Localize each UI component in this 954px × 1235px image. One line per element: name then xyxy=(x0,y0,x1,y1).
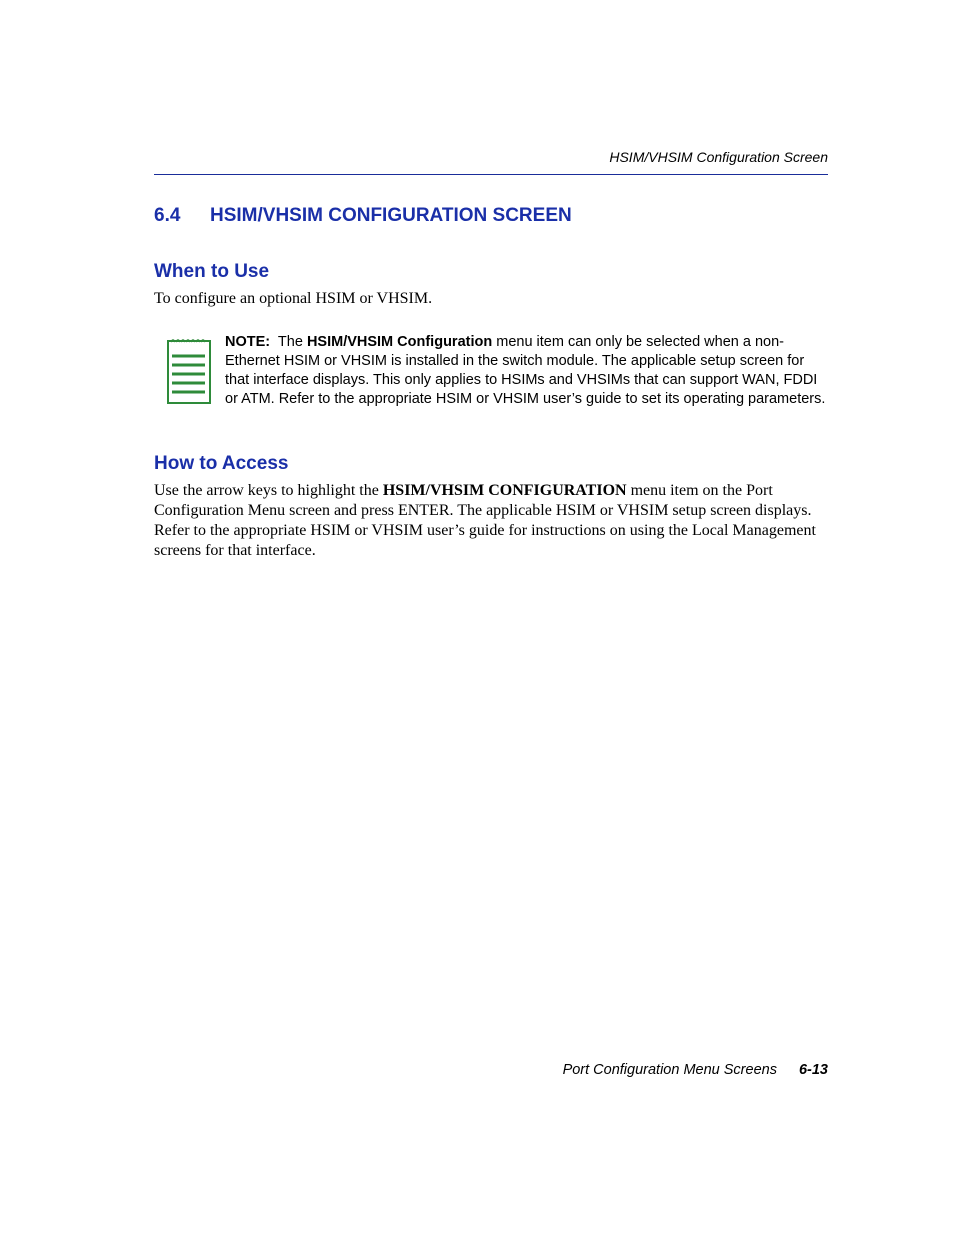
how-to-access-heading: How to Access xyxy=(154,453,289,474)
when-to-use-text: To configure an optional HSIM or VHSIM. xyxy=(154,290,433,307)
note-bold-term: HSIM/VHSIM Configuration xyxy=(306,334,493,350)
section-title-text: HSIM/VHSIM CONFIGURATION SCREEN xyxy=(210,205,572,226)
header-rule xyxy=(154,174,828,175)
note-label: NOTE: xyxy=(225,334,271,350)
how-to-access-bold-term: HSIM/VHSIM CONFIGURATION xyxy=(382,482,627,499)
footer-chapter-title: Port Configuration Menu Screens xyxy=(562,1062,777,1078)
how-to-access-text xyxy=(154,481,834,561)
notepad-icon xyxy=(166,337,212,405)
note-lead: The xyxy=(277,334,303,350)
how-to-access-text-after: menu item on the Port Configuration Menu screen and press ENTER. The applicable HSIM or VHSIM setup screen displays. Refer to the appropriate HSIM or VHSIM user’s guide for instructions on using the Local Management screens for that interface. xyxy=(154,482,816,559)
running-header: HSIM/VHSIM Configuration Screen xyxy=(609,149,828,165)
how-to-access-text-before: Use the arrow keys to highlight the xyxy=(154,482,379,499)
note-body: menu item can only be selected when a non-Ethernet HSIM or VHSIM is installed in the switch module. The applicable setup screen for that interface displays. This only applies to HSIMs and VHSIMs that can support WAN, FDDI or ATM. Refer to the appropriate HSIM or VHSIM user’s guide to set its operating parameters. xyxy=(225,334,826,407)
section-title xyxy=(154,204,572,228)
section-number: 6.4 xyxy=(154,205,181,226)
page-footer xyxy=(400,1061,828,1079)
when-to-use-heading: When to Use xyxy=(154,261,270,282)
note-text xyxy=(225,333,830,409)
footer-page-number: 6-13 xyxy=(798,1062,828,1078)
